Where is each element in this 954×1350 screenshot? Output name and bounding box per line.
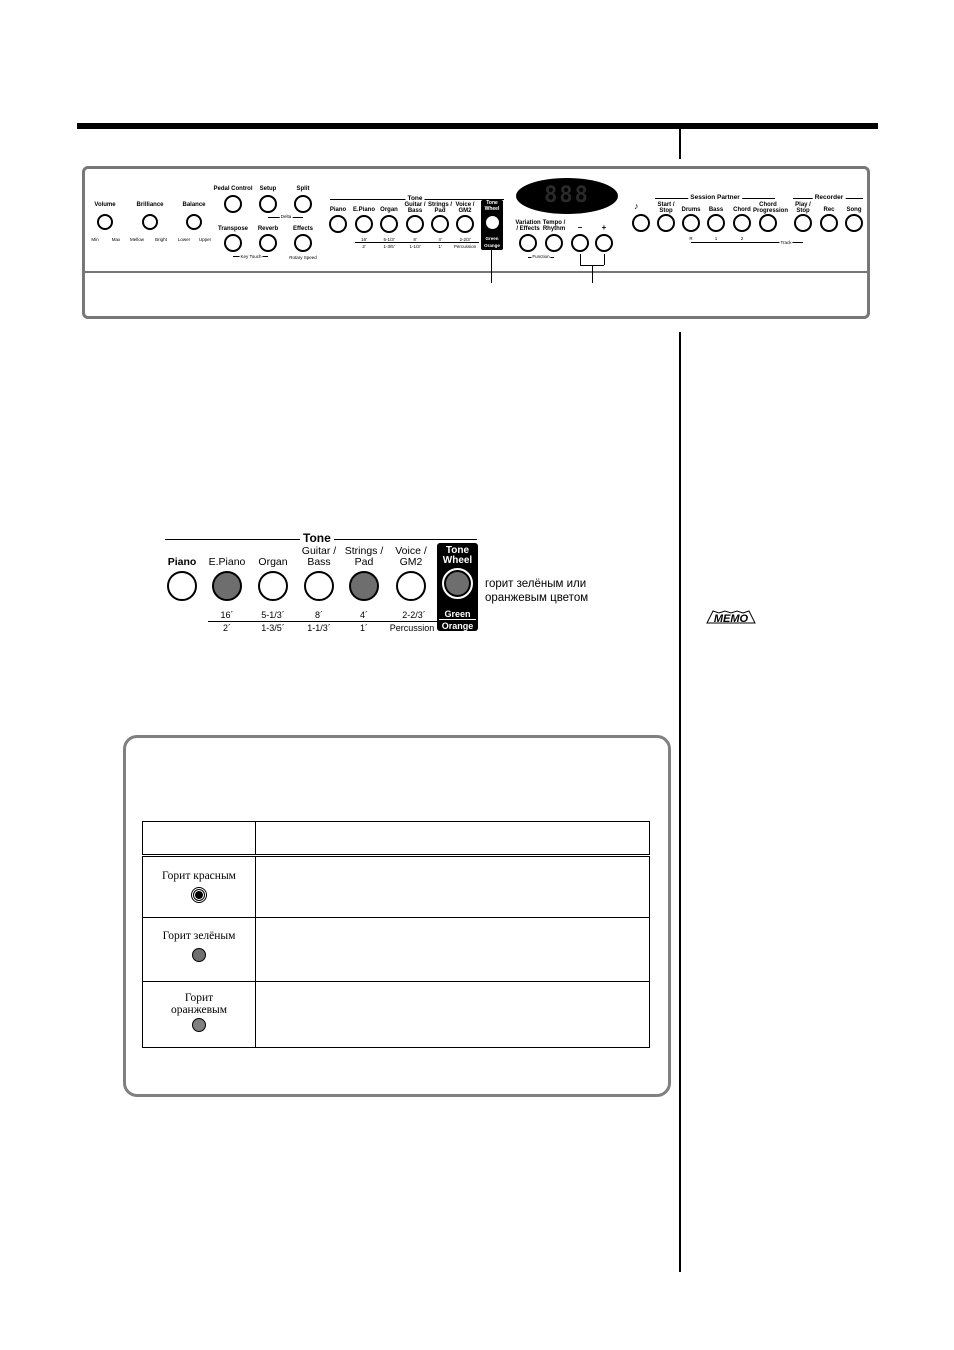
red-led-icon: [192, 888, 206, 902]
panel-feet-5: 5-1/3': [383, 237, 395, 242]
tone-piano-label: Piano: [167, 556, 197, 568]
tone-feet-4: 4´: [359, 610, 369, 620]
setup-label: Setup: [259, 186, 277, 192]
table-row: [143, 918, 650, 982]
pedal-control-label: Pedal Control: [213, 186, 253, 192]
variation-button[interactable]: [519, 234, 537, 252]
tone-group-title: Tone: [407, 195, 423, 202]
panel-feet-b4: 1': [438, 244, 442, 249]
led-meaning-cell: [256, 918, 650, 982]
tone-wheel-orange: Orange: [441, 621, 474, 631]
tone-feet-2: 2-2/3´: [402, 610, 426, 620]
tempo-label: Tempo / Rhythm: [542, 220, 566, 232]
panel-divider: [84, 271, 868, 273]
tone-diagram-title: Tone: [300, 531, 334, 545]
rec-button[interactable]: [820, 214, 838, 232]
track-r: R: [689, 236, 693, 241]
session-partner-title: Session Partner: [690, 194, 740, 201]
panel-guitar-button[interactable]: [406, 215, 424, 233]
panel-green-label: Green: [485, 236, 499, 241]
variation-label: Variation / Effects: [515, 220, 541, 232]
brilliance-label: Brilliance: [136, 202, 164, 208]
panel-epiano-label: E.Piano: [352, 207, 376, 213]
metronome-button[interactable]: [632, 214, 650, 232]
brilliance-mellow: Mellow: [129, 237, 145, 242]
tone-voice-button[interactable]: [396, 571, 426, 601]
minus-label: −: [577, 223, 583, 232]
panel-feet-b5: Percussion: [453, 244, 477, 249]
panel-voice-label: Voice / GM2: [455, 202, 475, 214]
panel-piano-label: Piano: [329, 207, 347, 213]
table-header-row: [143, 822, 650, 856]
transpose-button[interactable]: [224, 234, 242, 252]
tone-feet-b1: 2´: [222, 623, 232, 633]
metronome-icon: ♪: [634, 201, 639, 211]
led-state-cell: [143, 982, 256, 1048]
chord-progression-label: Chord Progression: [753, 202, 789, 214]
tone-feet-b3: 1-1/3´: [307, 623, 331, 633]
play-stop-label: Play / Stop: [795, 202, 811, 214]
tone-organ-label: Organ: [258, 556, 288, 568]
panel-feet-4: 4': [438, 237, 442, 242]
tone-wheel-green: Green: [444, 609, 471, 619]
led-state-label: Горит оранжевым: [170, 992, 228, 1016]
effects-label: Effects: [292, 226, 314, 232]
led-state-table: [142, 821, 650, 1048]
tone-guitar-button[interactable]: [304, 571, 334, 601]
reverb-button[interactable]: [259, 234, 277, 252]
pedal-control-button[interactable]: [224, 195, 242, 213]
split-button[interactable]: [294, 195, 312, 213]
song-label: Song: [846, 207, 862, 213]
brilliance-knob[interactable]: [142, 214, 158, 230]
header-cell-state: [143, 822, 256, 856]
panel-organ-button[interactable]: [380, 215, 398, 233]
volume-knob[interactable]: [97, 214, 113, 230]
tone-feet-8: 8´: [314, 610, 324, 620]
key-touch-label: Key Touch: [240, 254, 262, 259]
value-bracket-right: [604, 254, 605, 265]
plus-button[interactable]: [595, 234, 613, 252]
rotary-speed-label: Rotary Speed: [289, 255, 317, 260]
tone-piano-button[interactable]: [167, 571, 197, 601]
play-stop-button[interactable]: [794, 214, 812, 232]
plus-label: +: [601, 223, 607, 232]
start-stop-label: Start / Stop: [657, 202, 675, 214]
brilliance-bright: Bright: [155, 237, 167, 242]
tone-epiano-button[interactable]: [212, 571, 242, 601]
volume-max: Max: [111, 237, 121, 242]
chord-label: Chord: [733, 207, 751, 213]
track-label: Track: [780, 240, 792, 245]
led-meaning-cell: [256, 982, 650, 1048]
tone-wheel-box: [437, 543, 478, 631]
tone-guitar-label: Guitar / Bass: [301, 545, 337, 568]
svg-text:MEMO: MEMO: [713, 613, 749, 625]
volume-label: Volume: [94, 202, 116, 208]
chord-button[interactable]: [733, 214, 751, 232]
panel-feet-2: 2-2/3': [459, 237, 471, 242]
tone-strings-button[interactable]: [349, 571, 379, 601]
recorder-title: Recorder: [814, 194, 844, 201]
table-row: [143, 982, 650, 1048]
tone-epiano-label: E.Piano: [208, 556, 246, 568]
led-state-label: Горит зелёным: [162, 930, 236, 942]
bass-button[interactable]: [707, 214, 725, 232]
transpose-label: Transpose: [217, 226, 249, 232]
setup-button[interactable]: [259, 195, 277, 213]
green-led-icon: [192, 948, 206, 962]
track-2: 2: [740, 236, 744, 241]
reverb-label: Reverb: [257, 226, 279, 232]
tone-wheel-callout: [491, 250, 492, 283]
led-state-cell: [143, 918, 256, 982]
tone-feet-16: 16´: [220, 610, 234, 620]
split-label: Split: [296, 186, 310, 192]
panel-feet-b3: 1-1/3': [409, 244, 421, 249]
header-rule: [77, 123, 878, 129]
tone-wheel-label: Tone Wheel: [442, 545, 473, 566]
led-meaning-cell: [256, 856, 650, 918]
panel-strings-label: Strings / Pad: [428, 202, 453, 214]
bass-label: Bass: [708, 207, 724, 213]
panel-strings-button[interactable]: [431, 215, 449, 233]
value-callout: [592, 265, 593, 283]
panel-feet-line: [355, 242, 479, 243]
tone-feet-b5: Percussion: [389, 623, 435, 633]
panel-feet-16: 16': [361, 237, 367, 242]
tone-feet-b2: 1-3/5´: [261, 623, 285, 633]
effects-button[interactable]: [294, 234, 312, 252]
panel-feet-b2: 1-3/5': [383, 244, 395, 249]
panel-piano-button[interactable]: [329, 215, 347, 233]
start-stop-button[interactable]: [657, 214, 675, 232]
panel-epiano-button[interactable]: [355, 215, 373, 233]
orange-led-icon: [192, 1018, 206, 1032]
panel-feet-8: 8': [413, 237, 417, 242]
balance-label: Balance: [182, 202, 206, 208]
volume-min: Min: [91, 237, 99, 242]
led-state-cell: [143, 856, 256, 918]
song-button[interactable]: [845, 214, 863, 232]
tone-organ-button[interactable]: [258, 571, 288, 601]
tone-feet-line: [208, 621, 440, 622]
column-divider-top: [679, 129, 681, 159]
delta-label: Delta: [280, 214, 292, 219]
panel-voice-button[interactable]: [456, 215, 474, 233]
panel-feet-b1: 2': [362, 244, 366, 249]
tone-voice-label: Voice / GM2: [395, 545, 427, 568]
column-divider: [679, 332, 681, 1272]
tempo-button[interactable]: [545, 234, 563, 252]
panel-guitar-label: Guitar / Bass: [404, 202, 426, 214]
track-1: 1: [714, 236, 718, 241]
balance-upper: Upper: [198, 237, 212, 242]
led-state-label: Горит красным: [162, 870, 236, 882]
tone-feet-b4: 1´: [359, 623, 369, 633]
tone-strings-label: Strings / Pad: [344, 545, 384, 568]
rec-label: Rec: [823, 207, 835, 213]
function-label: Function: [532, 254, 550, 259]
tone-wheel-button[interactable]: [442, 568, 473, 599]
drums-button[interactable]: [682, 214, 700, 232]
chord-progression-button[interactable]: [759, 214, 777, 232]
tone-wheel-divider: [439, 619, 476, 620]
balance-lower: Lower: [177, 237, 191, 242]
led-display: 888: [516, 178, 618, 214]
panel-orange-label: Orange: [484, 243, 500, 248]
memo-icon: [705, 609, 757, 627]
minus-button[interactable]: [571, 234, 589, 252]
table-row: [143, 856, 650, 918]
panel-organ-label: Organ: [380, 207, 398, 213]
header-cell-meaning: [256, 822, 650, 856]
tone-feet-5: 5-1/3´: [261, 610, 285, 620]
balance-knob[interactable]: [186, 214, 202, 230]
tone-wheel-note: горит зелёным или оранжевым цветом: [485, 578, 589, 604]
value-bracket-left: [580, 254, 581, 265]
drums-label: Drums: [681, 207, 701, 213]
panel-tone-wheel-label: Tone Wheel: [484, 200, 500, 212]
panel-tone-wheel-button[interactable]: [484, 214, 501, 231]
